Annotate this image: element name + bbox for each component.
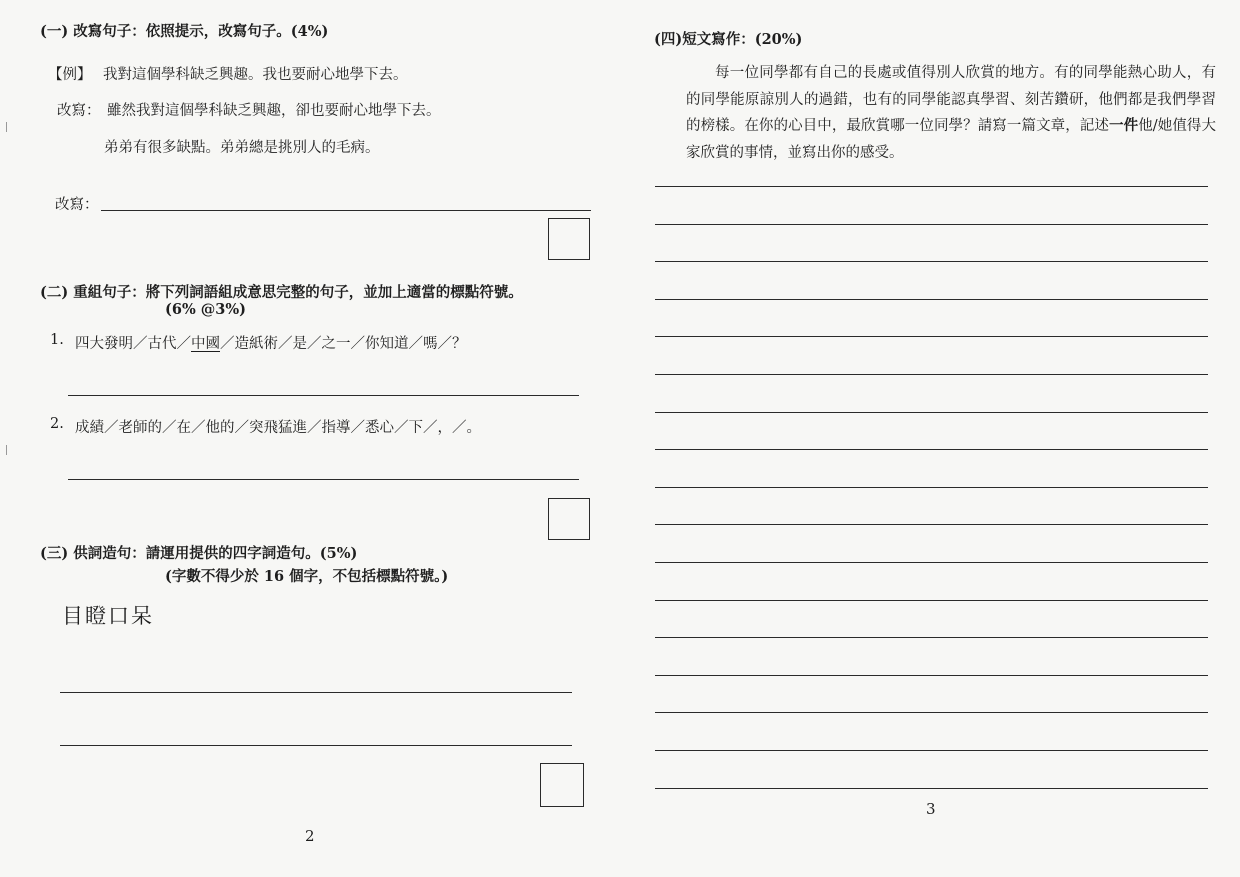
writing-line[interactable] xyxy=(655,675,1208,676)
writing-line[interactable] xyxy=(655,299,1208,300)
section-2-score: (6% @3%) xyxy=(165,301,247,318)
writing-line[interactable] xyxy=(655,261,1208,262)
answer-line[interactable] xyxy=(101,210,591,211)
answer-line[interactable] xyxy=(60,745,572,746)
answer-label: 改寫： xyxy=(55,197,99,213)
answer-line[interactable] xyxy=(68,479,579,480)
writing-line[interactable] xyxy=(655,224,1208,225)
answer-line[interactable] xyxy=(68,395,579,396)
writing-line[interactable] xyxy=(655,788,1208,789)
writing-line[interactable] xyxy=(655,374,1208,375)
margin-mark xyxy=(6,122,7,132)
writing-line[interactable] xyxy=(655,562,1208,563)
rewrite-example-text: 雖然我對這個學科缺乏興趣，卻也要耐心地學下去。 xyxy=(107,103,441,119)
question-2-text: 成績／老師的／在／他的／突飛猛進／指導／悉心／下／，／。 xyxy=(75,420,481,436)
section-3-note: (字數不得少於 16 個字，不包括標點符號。) xyxy=(165,568,449,585)
writing-line[interactable] xyxy=(655,449,1208,450)
writing-line[interactable] xyxy=(655,600,1208,601)
writing-line[interactable] xyxy=(655,750,1208,751)
writing-line[interactable] xyxy=(655,524,1208,525)
page-number: 3 xyxy=(926,800,936,818)
writing-line[interactable] xyxy=(655,412,1208,413)
page-number: 2 xyxy=(305,827,315,845)
writing-line[interactable] xyxy=(655,637,1208,638)
score-box xyxy=(548,218,590,260)
writing-line[interactable] xyxy=(655,336,1208,337)
section-1-heading: (一) 改寫句子：依照提示，改寫句子。(4%) xyxy=(40,23,329,40)
section-4-heading: (四)短文寫作：(20%) xyxy=(654,31,803,48)
question-2-number: 2. xyxy=(50,416,64,432)
question-1-text: 四大發明／古代／中國／造紙術／是／之一／你知道／嗎／？ xyxy=(75,336,467,352)
writing-line[interactable] xyxy=(655,186,1208,187)
writing-line[interactable] xyxy=(655,487,1208,488)
example-tag: 【例】 xyxy=(48,67,92,83)
example-text: 我對這個學科缺乏興趣。我也要耐心地學下去。 xyxy=(103,67,408,83)
writing-line[interactable] xyxy=(655,712,1208,713)
score-box xyxy=(548,498,590,540)
question-sentence: 弟弟有很多缺點。弟弟總是挑別人的毛病。 xyxy=(104,140,380,156)
score-box xyxy=(540,763,584,807)
answer-line[interactable] xyxy=(60,692,572,693)
given-word: 目瞪口呆 xyxy=(62,604,154,628)
rewrite-example-label: 改寫： xyxy=(57,103,101,119)
margin-mark xyxy=(6,445,7,455)
section-3-heading: (三) 供詞造句：請運用提供的四字詞造句。(5%) xyxy=(40,545,358,562)
writing-prompt: 每一位同學都有自己的長處或值得別人欣賞的地方。有的同學能熱心助人，有的同學能原諒別人的過錯，也有的同學能認真學習、刻苦鑽研，他們都是我們學習的榜樣。在你的心目中，最欣賞哪一位同學？請寫一篇文章，記述一件他/她值得大家欣賞的事情，並寫出你的感受。 xyxy=(686,65,1217,161)
section-2-heading: (二) 重組句子：將下列詞語組成意思完整的句子，並加上適當的標點符號。 xyxy=(40,284,523,301)
question-1-number: 1. xyxy=(50,332,64,348)
